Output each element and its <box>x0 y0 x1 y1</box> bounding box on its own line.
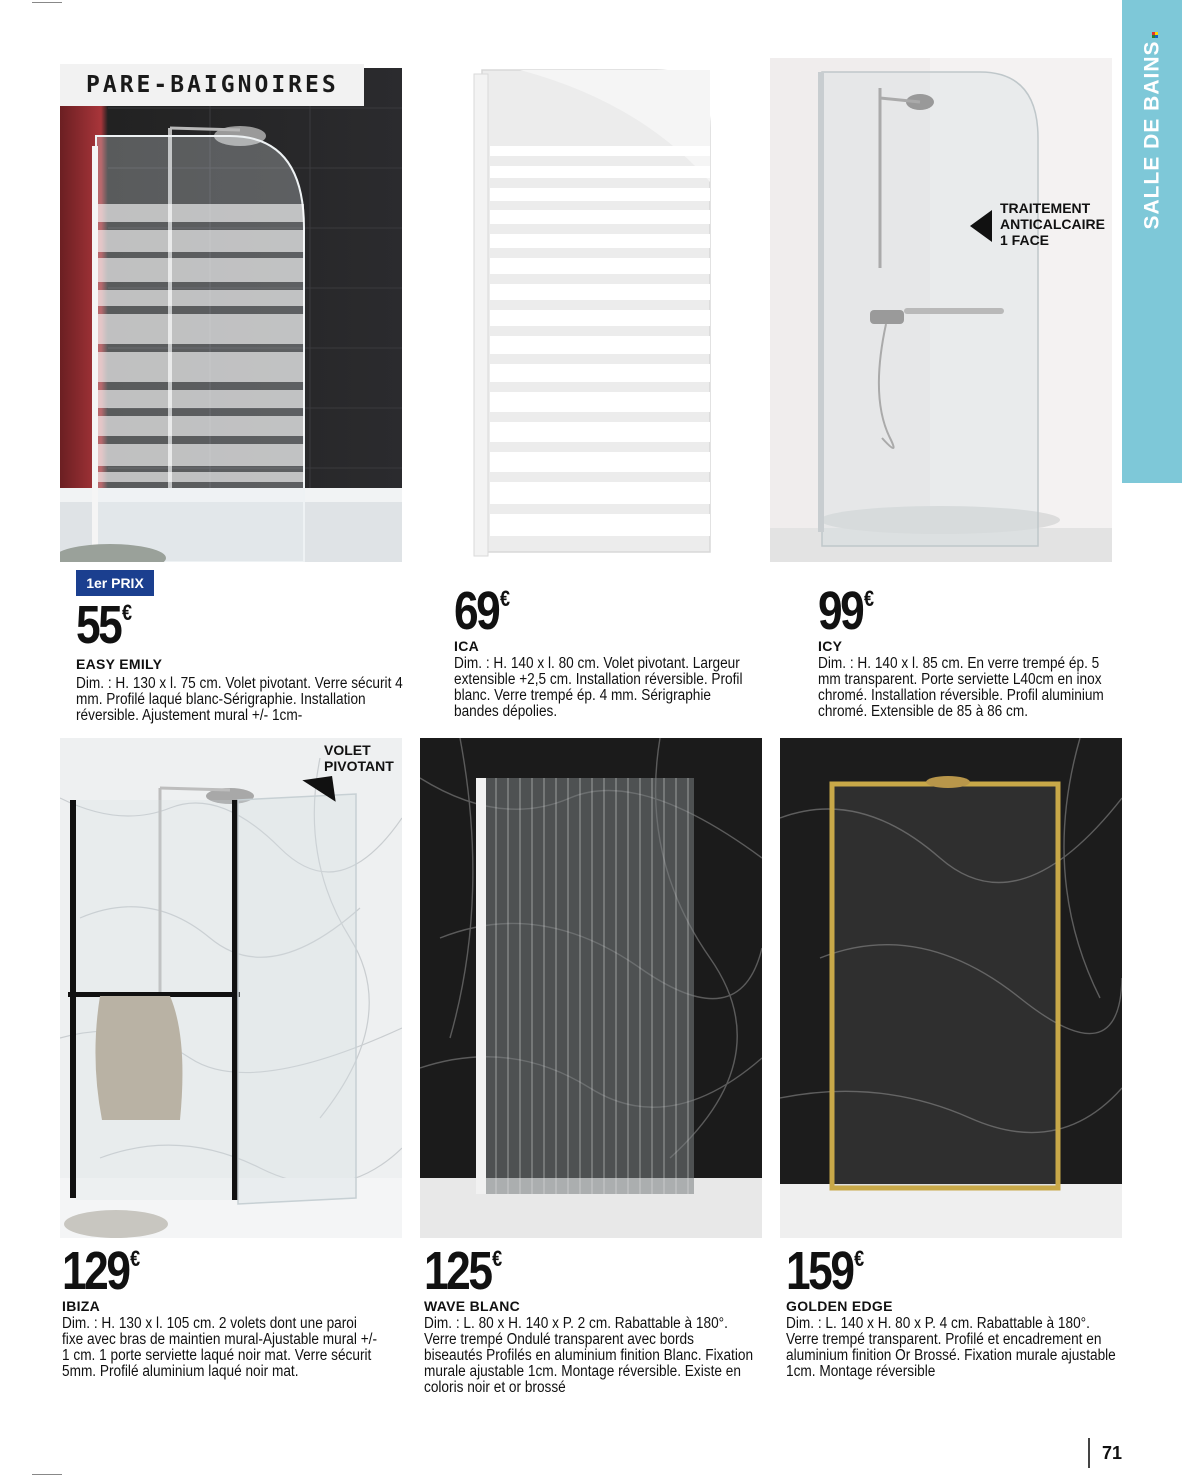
price: 55€ <box>76 595 133 655</box>
product-photo-ica <box>460 62 720 562</box>
color-dots-icon <box>1152 32 1162 38</box>
product-icy <box>818 581 1138 641</box>
product-description: Dim. : H. 140 x l. 85 cm. En verre trempé ép. 5 mm transparent. Porte serviette L40cm en inox chromé. Installation réversible. Profil aluminium chromé. Extensible de 85 à 86 cm. <box>818 655 1104 720</box>
callout-anticalcaire: TRAITEMENT ANTICALCAIRE 1 FACE <box>1000 200 1105 248</box>
price: 129€ <box>62 1241 141 1301</box>
product-description: Dim. : H. 130 x l. 105 cm. 2 volets dont une paroi fixe avec bras de maintien mural-Ajustable mural +/- 1 cm. 1 porte serviette laqué noir mat. Verre sécurit 5mm. Profilé aluminium laqué noir mat. <box>62 1315 377 1380</box>
product-name: GOLDEN EDGE <box>786 1298 893 1314</box>
side-tab-label: SALLE DE BAINS <box>1140 40 1164 230</box>
product-name: ICY <box>818 638 843 654</box>
product-name: ICA <box>454 638 480 654</box>
product-ibiza <box>62 1241 392 1301</box>
product-easy-emily <box>76 595 416 655</box>
product-description: Dim. : H. 140 x l. 80 cm. Volet pivotant. Largeur extensible +2,5 cm. Installation réversible. Profil blanc. Verre trempé ép. 4 mm. Sérigraphie bandes dépolies. <box>454 655 743 720</box>
first-price-badge: 1er PRIX <box>76 570 154 596</box>
product-photo-ibiza <box>60 738 402 1238</box>
page-number: 71 <box>1088 1438 1122 1468</box>
product-description: Dim. : H. 130 x l. 75 cm. Volet pivotant. Verre sécurit 4 mm. Profilé laqué blanc-Sérigraphie. Installation réversible. Ajustement mural +/- 1cm- <box>76 675 403 724</box>
callout-arrow-icon <box>970 210 992 242</box>
product-photo-easy-emily <box>60 68 402 562</box>
section-title: PARE-BAIGNOIRES <box>60 64 364 106</box>
product-description: Dim. : L. 80 x H. 140 x P. 2 cm. Rabattable à 180°. Verre trempé Ondulé transparent avec bords biseautés Profilés en aluminium finition Blanc. Fixation murale ajustable 1cm. Montage réversible. Existe en coloris noir et or brossé <box>424 1315 754 1396</box>
price: 159€ <box>786 1241 865 1301</box>
product-golden-edge <box>786 1241 1116 1301</box>
crop-mark-bottom <box>32 1474 62 1475</box>
price: 125€ <box>424 1241 503 1301</box>
product-photo-icy <box>770 58 1112 562</box>
product-name: EASY EMILY <box>76 656 163 672</box>
side-tab <box>1122 0 1182 483</box>
product-photo-wave-blanc <box>420 738 762 1238</box>
product-photo-golden-edge <box>780 738 1122 1238</box>
crop-mark-top <box>32 2 62 3</box>
price: 69€ <box>454 581 511 641</box>
product-description: Dim. : L. 140 x H. 80 x P. 4 cm. Rabattable à 180°. Verre trempé transparent. Profilé et encadrement en aluminium finition Or Brossé. Fixation murale ajustable 1cm. Montage réversible <box>786 1315 1116 1380</box>
product-name: IBIZA <box>62 1298 101 1314</box>
price: 99€ <box>818 581 875 641</box>
product-name: WAVE BLANC <box>424 1298 521 1314</box>
callout-volet-pivotant: VOLET PIVOTANT <box>324 742 394 774</box>
product-ica <box>454 581 774 641</box>
callout-arrow-icon <box>302 776 335 806</box>
product-wave-blanc <box>424 1241 754 1301</box>
